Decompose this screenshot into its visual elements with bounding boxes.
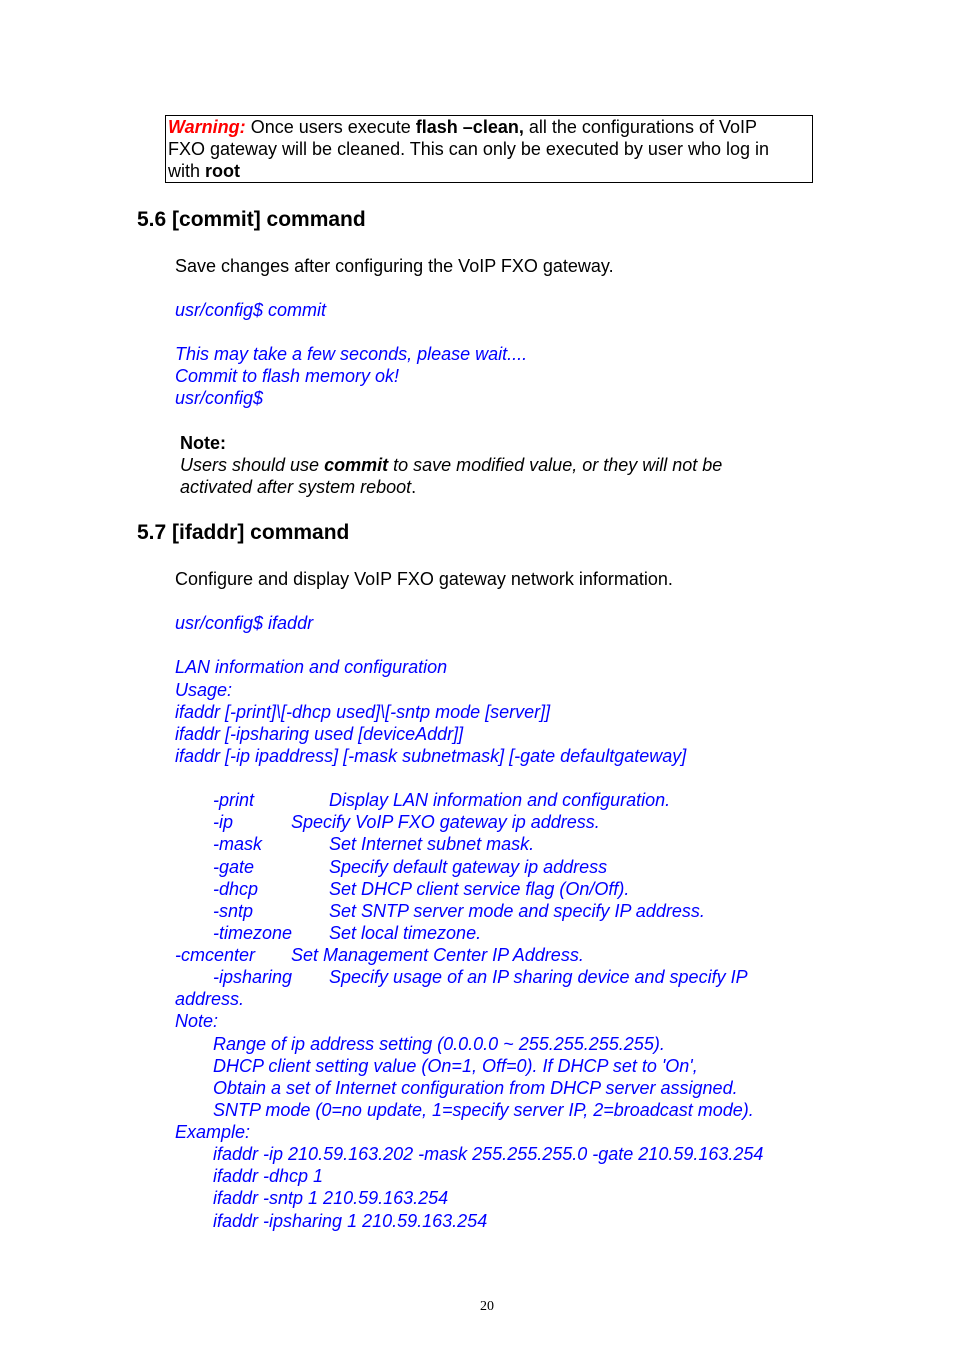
commit-output-line: This may take a few seconds, please wait....: [175, 344, 528, 364]
commit-note-title: Note:: [180, 433, 226, 453]
ifaddr-note-line: SNTP mode (0=no update, 1=specify server IP, 2=broadcast mode).: [213, 1100, 754, 1120]
ifaddr-usage-line: ifaddr [-print]\[-dhcp used]\[-sntp mode [server]]: [175, 702, 551, 722]
ifaddr-note-line: Range of ip address setting (0.0.0.0 ~ 255.255.255.255).: [213, 1034, 665, 1054]
commit-note-line-1: [180, 454, 722, 476]
option-flag: -print: [213, 790, 255, 810]
option-desc: Display LAN information and configuration.: [329, 790, 671, 810]
option-desc: Specify usage of an IP sharing device and specify IP: [329, 967, 748, 987]
commit-output-line: Commit to flash memory ok!: [175, 366, 400, 386]
option-desc: Set Management Center IP Address.: [291, 945, 584, 965]
option-desc: Set Internet subnet mask.: [329, 834, 535, 854]
option-desc: Set DHCP client service flag (On/Off).: [329, 879, 630, 899]
option-desc: Set SNTP server mode and specify IP address.: [329, 901, 705, 921]
ifaddr-usage-line: ifaddr [-ipsharing used [deviceAddr]]: [175, 724, 464, 744]
commit-output-line: usr/config$: [175, 388, 264, 408]
ifaddr-usage-line: Usage:: [175, 680, 233, 700]
option-desc: Set local timezone.: [329, 923, 482, 943]
ifaddr-description: Configure and display VoIP FXO gateway network information.: [175, 569, 673, 589]
commit-note-text-2a: activated after system reboot: [180, 477, 412, 497]
ifaddr-example-line: ifaddr -sntp 1 210.59.163.254: [213, 1188, 449, 1208]
commit-note-keyword: commit: [324, 455, 389, 475]
page-number: 20: [480, 1299, 494, 1314]
option-flag: -mask: [213, 834, 262, 854]
option-flag: -ipsharing: [213, 967, 293, 987]
warning-root: root: [205, 161, 241, 181]
commit-note-line-2: [180, 476, 416, 498]
ifaddr-example-line: ifaddr -dhcp 1: [213, 1166, 324, 1186]
ifaddr-note-label: Note:: [175, 1011, 219, 1031]
ifaddr-heading: 5.7 [ifaddr] command: [137, 521, 350, 544]
ifaddr-note-line: DHCP client setting value (On=1, Off=0). If DHCP set to 'On',: [213, 1056, 698, 1076]
ifaddr-note-line: Obtain a set of Internet configuration from DHCP server assigned.: [213, 1078, 738, 1098]
option-desc-wrap: address.: [175, 989, 245, 1009]
ifaddr-usage-line: ifaddr [-ip ipaddress] [-mask subnetmask] [-gate defaultgateway]: [175, 746, 687, 766]
option-flag: -cmcenter: [175, 945, 256, 965]
warning-text-1a: Once users execute: [250, 117, 416, 137]
commit-description: Save changes after configuring the VoIP FXO gateway.: [175, 256, 614, 276]
warning-line-3: [168, 160, 240, 182]
ifaddr-example-line: ifaddr -ipsharing 1 210.59.163.254: [213, 1211, 488, 1231]
warning-text-3a: with: [168, 161, 206, 181]
commit-note-text-1c: to save modified value, or they will not be: [388, 455, 723, 475]
warning-command: flash –clean,: [415, 117, 524, 137]
option-flag: -ip: [213, 812, 234, 832]
warning-line-1: [168, 116, 757, 138]
option-flag: -gate: [213, 857, 255, 877]
option-flag: -timezone: [213, 923, 293, 943]
option-desc: Specify VoIP FXO gateway ip address.: [291, 812, 600, 832]
option-flag: -sntp: [213, 901, 254, 921]
commit-note-text-1a: Users should use: [180, 455, 325, 475]
commit-heading: 5.6 [commit] command: [137, 208, 366, 231]
ifaddr-prompt: usr/config$ ifaddr: [175, 613, 314, 633]
warning-line-2: FXO gateway will be cleaned. This can only be executed by user who log in: [168, 139, 770, 159]
option-flag: -dhcp: [213, 879, 259, 899]
ifaddr-usage-line: LAN information and configuration: [175, 657, 448, 677]
commit-note-period: .: [411, 477, 417, 497]
warning-label: Warning:: [168, 117, 246, 137]
ifaddr-example-line: ifaddr -ip 210.59.163.202 -mask 255.255.255.0 -gate 210.59.163.254: [213, 1144, 764, 1164]
ifaddr-example-label: Example:: [175, 1122, 251, 1142]
commit-prompt: usr/config$ commit: [175, 300, 327, 320]
warning-text-1c: all the configurations of VoIP: [523, 117, 757, 137]
option-desc: Specify default gateway ip address: [329, 857, 608, 877]
